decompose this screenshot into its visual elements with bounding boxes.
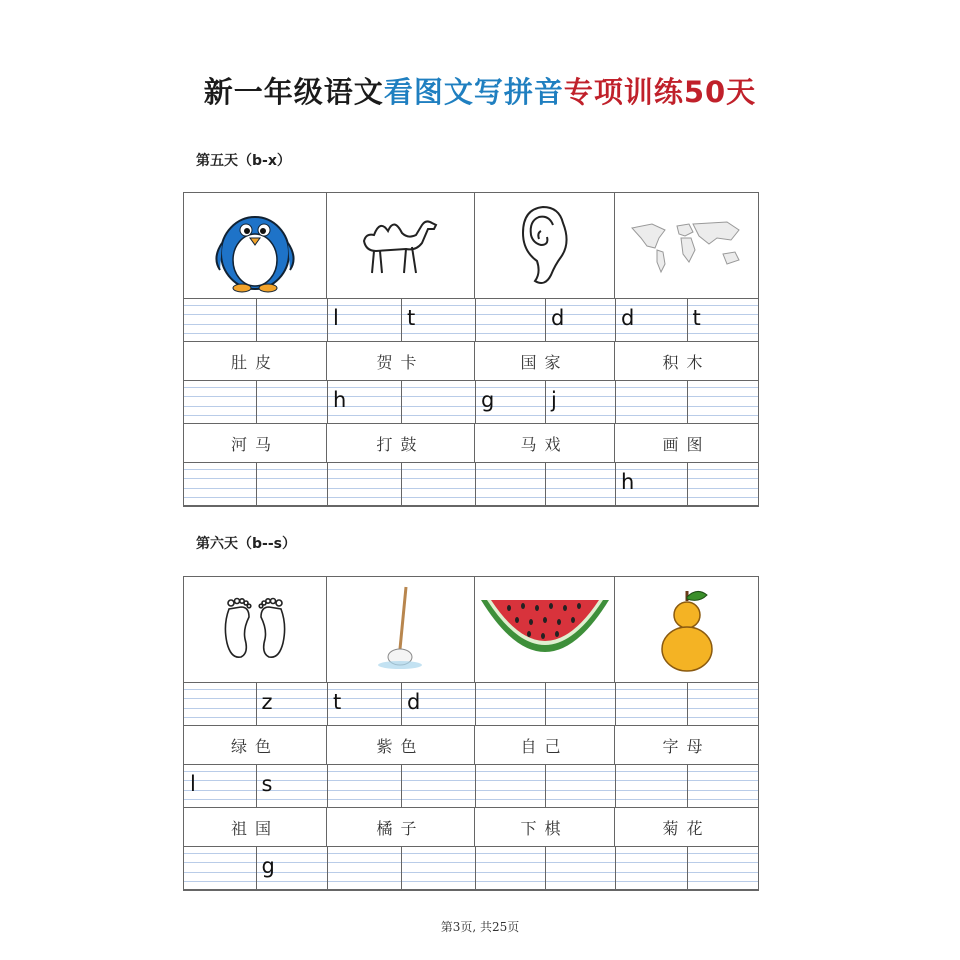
title-part-3: 专项训练50天 [563, 75, 757, 109]
chinese-word: 祖国 [184, 808, 327, 846]
cell-divider [327, 683, 328, 725]
chinese-word: 绿色 [184, 726, 327, 764]
cell-divider [401, 765, 402, 807]
exercise-grid-day5 [183, 192, 759, 507]
cell-divider [687, 683, 688, 725]
cell-divider [256, 847, 257, 889]
pinyin-hint-letter[interactable]: l [333, 306, 339, 330]
chinese-word: 字母 [662, 736, 711, 756]
cell-divider [687, 765, 688, 807]
chinese-word: 肚皮 [184, 342, 327, 380]
cell-divider [327, 765, 328, 807]
chinese-word: 自己 [475, 726, 615, 764]
pinyin-hint-letter[interactable]: j [551, 388, 557, 412]
cell-divider [475, 847, 476, 889]
cell-divider [615, 847, 616, 889]
pinyin-hint-letter[interactable]: g [481, 388, 495, 412]
pinyin-writing-row [184, 463, 758, 506]
cell-divider [401, 463, 402, 505]
chinese-word: 下棋 [475, 808, 615, 846]
cell-divider [615, 683, 616, 725]
word-row [184, 424, 758, 463]
cell-divider [615, 463, 616, 505]
pinyin-hint-letter[interactable]: t [407, 306, 416, 330]
pinyin-writing-row [184, 683, 758, 726]
pinyin-writing-row [184, 847, 758, 890]
watermelon-picture [475, 577, 615, 682]
pinyin-hint-letter[interactable]: s [261, 772, 273, 796]
camel-picture [327, 193, 475, 298]
chinese-word: 马戏 [475, 424, 615, 462]
mop-picture [327, 577, 475, 682]
cell-divider [545, 683, 546, 725]
cell-divider [475, 381, 476, 423]
cell-divider [327, 299, 328, 341]
chinese-word: 紫色 [327, 726, 475, 764]
cell-divider [687, 463, 688, 505]
cell-divider [327, 463, 328, 505]
chinese-word: 打鼓 [327, 424, 475, 462]
cell-divider [256, 683, 257, 725]
footprints-picture [184, 577, 327, 682]
chinese-word: 橘子 [327, 808, 475, 846]
gourd-picture [615, 577, 758, 682]
pinyin-hint-letter[interactable]: z [261, 690, 273, 714]
cell-divider [256, 765, 257, 807]
word-row [184, 726, 758, 765]
cell-divider [475, 463, 476, 505]
section-heading-day5: 第五天（b-x） [196, 153, 291, 169]
pinyin-writing-row [184, 765, 758, 808]
cell-divider [615, 765, 616, 807]
cell-divider [475, 683, 476, 725]
cell-divider [256, 381, 257, 423]
cell-divider [401, 847, 402, 889]
cell-divider [327, 847, 328, 889]
cell-divider [687, 299, 688, 341]
cell-divider [545, 299, 546, 341]
title-part-1: 新一年级语文 [203, 75, 384, 109]
pinyin-hint-letter[interactable]: g [261, 854, 275, 878]
pinyin-writing-row [184, 299, 758, 342]
pinyin-hint-letter[interactable]: d [407, 690, 421, 714]
cell-divider [327, 381, 328, 423]
exercise-grid-day6 [183, 576, 759, 891]
chinese-word: 积木 [662, 352, 711, 372]
pinyin-hint-letter[interactable]: d [621, 306, 635, 330]
cell-divider [687, 847, 688, 889]
chinese-word: 河马 [184, 424, 327, 462]
penguin-picture [184, 193, 327, 298]
chinese-word: 国家 [475, 342, 615, 380]
cell-divider [401, 299, 402, 341]
pinyin-hint-letter[interactable]: t [333, 690, 342, 714]
chinese-word: 贺卡 [327, 342, 475, 380]
word-row [184, 808, 758, 847]
cell-divider [475, 765, 476, 807]
cell-divider [256, 299, 257, 341]
cell-divider [401, 683, 402, 725]
section-heading-day6: 第六天（b--s） [196, 536, 296, 552]
chinese-word: 画图 [662, 434, 711, 454]
page-footer: 第3页, 共25页 [440, 920, 520, 934]
cell-divider [545, 847, 546, 889]
cell-divider [615, 381, 616, 423]
pinyin-hint-letter[interactable]: l [190, 772, 196, 796]
cell-divider [545, 765, 546, 807]
cell-divider [256, 463, 257, 505]
chinese-word: 菊花 [662, 818, 711, 838]
page-title [0, 70, 960, 111]
cell-divider [615, 299, 616, 341]
pinyin-hint-letter[interactable]: t [692, 306, 701, 330]
cell-divider [475, 299, 476, 341]
pinyin-writing-row [184, 381, 758, 424]
cell-divider [687, 381, 688, 423]
ear-picture [475, 193, 615, 298]
cell-divider [545, 381, 546, 423]
picture-row [184, 193, 758, 299]
pinyin-hint-letter[interactable]: h [333, 388, 347, 412]
picture-row [184, 577, 758, 683]
title-part-2: 看图文写拼音 [383, 75, 564, 109]
word-row [184, 342, 758, 381]
world-map-picture [615, 193, 758, 298]
cell-divider [545, 463, 546, 505]
pinyin-hint-letter[interactable]: d [551, 306, 565, 330]
cell-divider [401, 381, 402, 423]
pinyin-hint-letter[interactable]: h [621, 470, 635, 494]
